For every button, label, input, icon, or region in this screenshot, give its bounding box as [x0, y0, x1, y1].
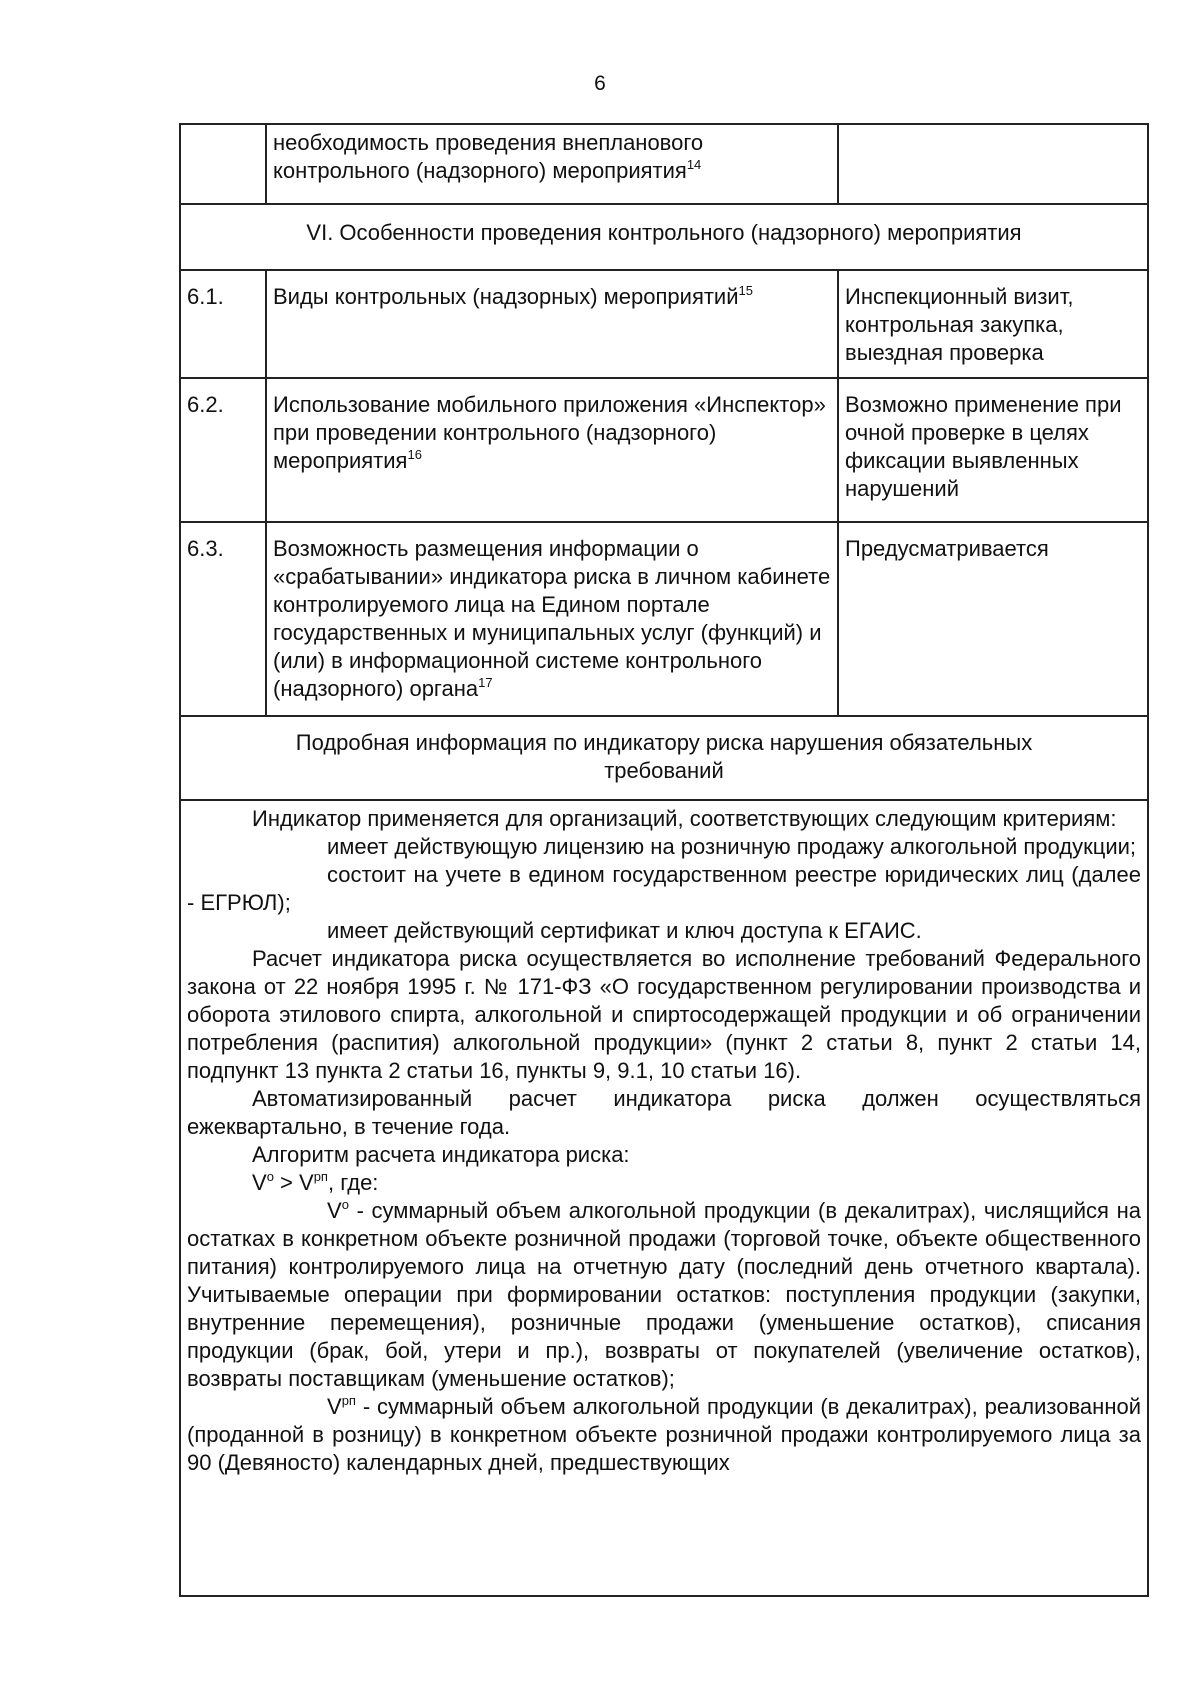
table-row	[180, 270, 1148, 378]
table-row	[180, 378, 1148, 522]
paragraph: Расчет индикатора риска осуществляется во исполнение требований Федерального закона от 22 ноября 1995 г. № 171-ФЗ «О государственном регулировании производства и оборота этилового спирта, алкогольной и спиртосодержащей продукции и об ограничении потребления (распития) алкогольной продукции» (пункт 2 статьи 8, пункт 2 статьи 14, подпункт 13 пункта 2 статьи 16, пункты 9, 9.1, 10 статьи 16).	[187, 946, 1141, 1083]
details-title: Подробная информация по индикатору риска нарушения обязательных требований	[180, 716, 1148, 800]
section-heading-row	[180, 204, 1148, 270]
row-number-cell: 6.2.	[180, 378, 266, 522]
paragraph: $V^о$ - суммарный объем алкогольной продукции (в декалитрах), числящийся на остатках в конкретном объекте розничной продажи (торговой точке, объекте общественного питания) контролируемого лица на отчетную дату (последний день отчетного квартала). Учитываемые операции при формировании остатков: поступления продукции (закупки, внутренние перемещения), розничные продажи (уменьшение остатков), списания продукции (брак, бой, утери и пр.), возвраты от покупателей (увеличение остатков), возвраты поставщикам (уменьшение остатков);	[187, 1197, 1141, 1391]
paragraph: имеет действующую лицензию на розничную продажу алкогольной продукции;	[327, 834, 1137, 859]
row-number-cell: 6.1.	[180, 270, 266, 378]
formula: $V^о > V^{рп}$, где:	[252, 1169, 379, 1195]
paragraph: состоит на учете в едином государственном реестре юридических лиц (далее - ЕГРЮЛ);	[187, 862, 1141, 915]
paragraph: Автоматизированный расчет индикатора риска должен осуществляться ежеквартально, в течение года.	[187, 1086, 1141, 1139]
row-description-cell: необходимость проведения внепланового контрольного (надзорного) мероприятия$^{14}$	[266, 124, 838, 204]
section-title: VI. Особенности проведения контрольного (надзорного) мероприятия	[180, 204, 1148, 270]
section-heading-row	[180, 716, 1148, 800]
indicator-description	[180, 800, 1148, 1596]
requirements-table	[179, 123, 1149, 1597]
paragraph: Индикатор применяется для организаций, соответствующих следующим критериям:	[252, 806, 1117, 831]
row-description-cell: Виды контрольных (надзорных) мероприятий$^{15}$	[266, 270, 838, 378]
paragraph: Алгоритм расчета индикатора риска:	[252, 1142, 630, 1167]
row-number-cell	[180, 124, 266, 204]
row-description-cell: Возможность размещения информации о «срабатывании» индикатора риска в личном кабинете контролируемого лица на Едином портале государственных и муниципальных услуг (функций) и (или) в информационной системе контрольного (надзорного) органа$^{17}$	[266, 522, 838, 716]
paragraph: имеет действующий сертификат и ключ доступа к ЕГАИС.	[327, 918, 922, 943]
row-number-cell: 6.3.	[180, 522, 266, 716]
row-value-cell: Возможно применение при очной проверке в целях фиксации выявленных нарушений	[838, 378, 1148, 522]
page-number: 6	[594, 72, 606, 95]
table-row	[180, 522, 1148, 716]
paragraph: $V^{рп}$ - суммарный объем алкогольной продукции (в декалитрах), реализованной (проданной в розницу) в конкретном объекте розничной продажи контролируемого лица за 90 (Девяносто) календарных дней, предшествующих	[187, 1393, 1141, 1475]
table-row	[180, 124, 1148, 204]
row-value-cell: Инспекционный визит, контрольная закупка, выездная проверка	[838, 270, 1148, 378]
row-value-cell: Предусматривается	[838, 522, 1148, 716]
row-value-cell	[838, 124, 1148, 204]
body-row	[180, 800, 1148, 1596]
row-description-cell: Использование мобильного приложения «Инспектор» при проведении контрольного (надзорного) мероприятия$^{16}$	[266, 378, 838, 522]
